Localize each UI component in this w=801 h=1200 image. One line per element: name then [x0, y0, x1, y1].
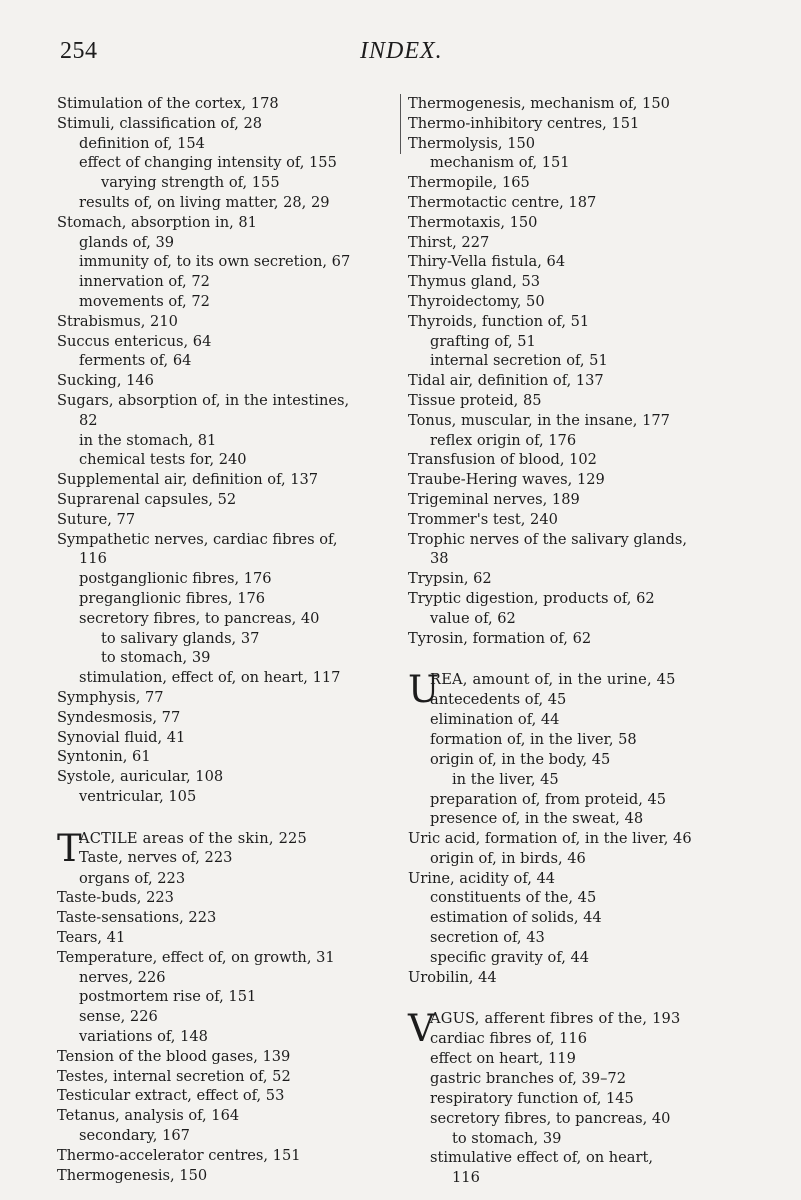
index-subentry: effect of changing intensity of, 155 — [79, 154, 337, 172]
index-subentry: 116 — [452, 1169, 480, 1187]
drop-cap-block — [57, 826, 403, 870]
index-subentry: ventricular, 105 — [79, 787, 197, 805]
index-subentry: formation of, in the liver, 58 — [430, 731, 637, 749]
index-entry: REA, amount of, in the urine, 45 — [430, 671, 676, 689]
index-entry: AGUS, afferent fibres of the, 193 — [430, 1010, 681, 1028]
index-subentry: preparation of, from proteid, 45 — [430, 790, 667, 808]
index-entry: Succus entericus, 64 — [57, 332, 212, 350]
index-subentry: reflex origin of, 176 — [430, 431, 577, 449]
index-entry: Suture, 77 — [57, 510, 136, 528]
index-entry: Thermogenesis, mechanism of, 150 — [408, 95, 670, 112]
index-subentry: to stomach, 39 — [101, 649, 211, 667]
index-subentry: specific gravity of, 44 — [430, 948, 590, 966]
index-subentry: effect on heart, 119 — [430, 1050, 576, 1068]
index-entry: Thermo-accelerator centres, 151 — [57, 1146, 301, 1164]
index-subentry: 38 — [430, 550, 449, 568]
index-entry: Urine, acidity of, 44 — [408, 869, 556, 887]
index-entry: Suprarenal capsules, 52 — [57, 490, 237, 508]
drop-cap-lines — [430, 1009, 681, 1049]
drop-cap-block — [408, 670, 753, 710]
index-entry: Thyroids, function of, 51 — [408, 312, 590, 330]
index-subentry: presence of, in the sweat, 48 — [430, 810, 644, 828]
index-entry: Taste, nerves of, 223 — [79, 849, 233, 867]
right-entries — [408, 94, 753, 648]
index-subentry: movements of, 72 — [79, 292, 210, 310]
index-subentry: nerves, 226 — [79, 968, 166, 986]
index-subentry: to salivary glands, 37 — [101, 629, 260, 647]
index-entry: Supplemental air, definition of, 137 — [57, 471, 319, 489]
page-number: 254 — [60, 38, 98, 64]
index-entry: Tears, 41 — [57, 929, 126, 947]
index-entry: Tyrosin, formation of, 62 — [408, 629, 592, 647]
index-subentry: organs of, 223 — [79, 869, 186, 887]
index-entry: Systole, auricular, 108 — [57, 768, 224, 786]
index-subentry: sense, 226 — [79, 1008, 158, 1026]
index-subentry: preganglionic fibres, 176 — [79, 589, 266, 607]
index-subentry: internal secretion of, 51 — [430, 352, 608, 370]
index-entry: Stimuli, classification of, 28 — [57, 114, 263, 132]
index-subentry: origin of, in birds, 46 — [430, 849, 586, 867]
index-subentry: innervation of, 72 — [79, 273, 210, 291]
index-entry: Urobilin, 44 — [408, 968, 497, 986]
index-entry: Trypsin, 62 — [408, 570, 492, 588]
index-entry: Temperature, effect of, on growth, 31 — [57, 948, 335, 966]
index-entry: Traube-Hering waves, 129 — [408, 471, 605, 489]
index-subentry: 82 — [79, 411, 98, 429]
index-entry: Trommer's test, 240 — [408, 510, 558, 528]
index-subentry: chemical tests for, 240 — [79, 451, 247, 469]
index-entry: Thermotaxis, 150 — [408, 213, 538, 231]
section-v — [408, 1009, 753, 1188]
index-subentry: definition of, 154 — [79, 134, 205, 152]
index-subentry: ferments of, 64 — [79, 352, 192, 370]
index-subentry: gastric branches of, 39–72 — [430, 1070, 626, 1088]
index-subentry: in the stomach, 81 — [79, 431, 217, 449]
index-entry: Uric acid, formation of, in the liver, 46 — [408, 830, 692, 848]
index-subentry: to stomach, 39 — [452, 1129, 562, 1147]
index-subentry: constituents of the, 45 — [430, 889, 597, 907]
drop-cap-lines — [79, 829, 307, 869]
index-subentry: secondary, 167 — [79, 1127, 190, 1145]
index-entry: antecedents of, 45 — [430, 691, 567, 709]
index-subentry: mechanism of, 151 — [430, 154, 570, 172]
index-entry: Stimulation of the cortex, 178 — [57, 95, 279, 112]
section-gap — [408, 648, 753, 670]
index-subentry: immunity of, to its own secretion, 67 — [79, 253, 351, 271]
index-subentry: results of, on living matter, 28, 29 — [79, 193, 330, 211]
index-entry: Thermo-inhibitory centres, 151 — [408, 114, 640, 132]
index-subentry: 116 — [79, 550, 107, 568]
index-entry: Transfusion of blood, 102 — [408, 451, 597, 469]
index-subentry: value of, 62 — [430, 609, 516, 627]
section-gap — [57, 807, 403, 829]
index-entry: Syntonin, 61 — [57, 748, 151, 766]
index-subentry: secretory fibres, to pancreas, 40 — [430, 1109, 671, 1127]
index-entry: Tension of the blood gases, 139 — [57, 1047, 291, 1065]
drop-cap-letter: U — [408, 668, 440, 712]
index-subentry: respiratory function of, 145 — [430, 1090, 634, 1108]
index-entry: Tryptic digestion, products of, 62 — [408, 589, 655, 607]
index-subentry: postmortem rise of, 151 — [79, 988, 257, 1006]
index-entry: ACTILE areas of the skin, 225 — [79, 829, 308, 847]
index-subentry: stimulative effect of, on heart, — [430, 1149, 653, 1167]
index-subentry: elimination of, 44 — [430, 711, 560, 729]
index-subentry: secretory fibres, to pancreas, 40 — [79, 609, 320, 627]
section-t — [57, 826, 403, 1186]
index-entry: Tidal air, definition of, 137 — [408, 372, 604, 390]
left-column — [57, 94, 403, 1185]
index-subentry: glands of, 39 — [79, 233, 175, 251]
index-entry: Syndesmosis, 77 — [57, 708, 181, 726]
drop-cap-letter: T — [57, 826, 82, 870]
index-subentry: variations of, 148 — [79, 1028, 208, 1046]
index-entry: Strabismus, 210 — [57, 312, 178, 330]
index-entry: Testes, internal secretion of, 52 — [57, 1067, 291, 1085]
index-entry: Thyroidectomy, 50 — [408, 292, 545, 310]
index-entry: Sucking, 146 — [57, 372, 154, 390]
index-entry: Sugars, absorption of, in the intestines, — [57, 391, 350, 409]
index-entry: Stomach, absorption in, 81 — [57, 213, 257, 231]
index-entry: Thermogenesis, 150 — [57, 1166, 208, 1184]
index-entry: Thymus gland, 53 — [408, 273, 541, 291]
index-entry: Tetanus, analysis of, 164 — [57, 1107, 240, 1125]
index-entry: Testicular extract, effect of, 53 — [57, 1087, 285, 1105]
left-entries — [57, 94, 403, 807]
index-entry: Synovial fluid, 41 — [57, 728, 186, 746]
index-entry: Thermotactic centre, 187 — [408, 193, 597, 211]
index-subentry: estimation of solids, 44 — [430, 909, 602, 927]
running-head: INDEX. — [360, 38, 443, 64]
index-entry: Thirst, 227 — [408, 233, 490, 251]
index-entry: Symphysis, 77 — [57, 688, 164, 706]
index-subentry: in the liver, 45 — [452, 770, 559, 788]
index-entry: Trigeminal nerves, 189 — [408, 490, 580, 508]
index-subentry: stimulation, effect of, on heart, 117 — [79, 669, 341, 687]
index-entry: Sympathetic nerves, cardiac fibres of, — [57, 530, 338, 548]
index-subentry: origin of, in the body, 45 — [430, 750, 611, 768]
section-gap — [408, 987, 753, 1009]
index-entry: Tissue proteid, 85 — [408, 391, 542, 409]
index-subentry: secretion of, 43 — [430, 929, 545, 947]
index-subentry: varying strength of, 155 — [101, 174, 280, 192]
drop-cap-block — [408, 1009, 753, 1049]
index-subentry: grafting of, 51 — [430, 332, 536, 350]
section-u — [408, 670, 753, 987]
index-entry: Thiry-Vella fistula, 64 — [408, 253, 566, 271]
index-subentry: postganglionic fibres, 176 — [79, 570, 272, 588]
index-entry: Tonus, muscular, in the insane, 177 — [408, 411, 670, 429]
index-entry: Thermolysis, 150 — [408, 134, 536, 152]
index-entry: Taste-sensations, 223 — [57, 909, 217, 927]
drop-cap-letter: V — [408, 1007, 435, 1051]
right-column — [408, 94, 753, 1188]
drop-cap-lines — [430, 670, 676, 710]
page-header — [0, 38, 801, 72]
index-entry: Taste-buds, 223 — [57, 889, 174, 907]
index-entry: Trophic nerves of the salivary glands, — [408, 530, 688, 548]
index-entry: Thermopile, 165 — [408, 174, 530, 192]
index-entry: cardiac fibres of, 116 — [430, 1030, 587, 1048]
